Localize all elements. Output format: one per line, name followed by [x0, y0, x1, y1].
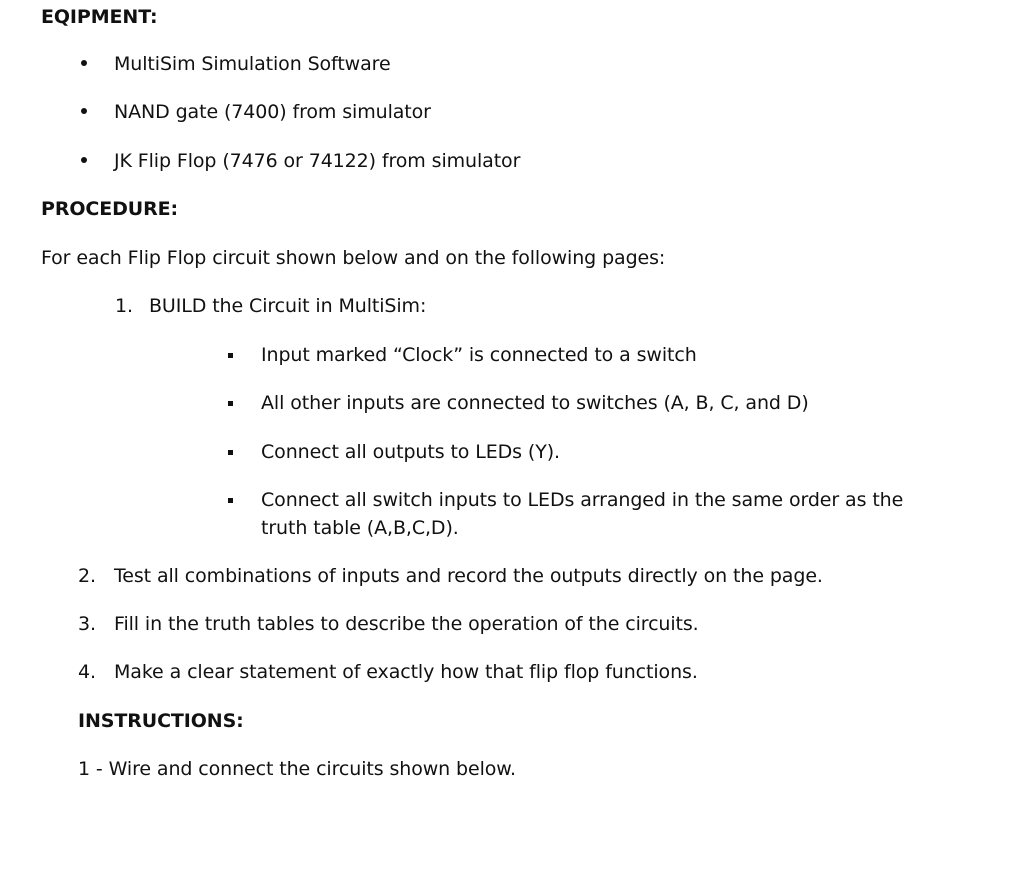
step-number: 3. [78, 613, 96, 635]
equipment-item: MultiSim Simulation Software [114, 53, 391, 75]
bullet-dot-icon [81, 157, 87, 163]
equipment-item: JK Flip Flop (7476 or 74122) from simulator [114, 150, 521, 172]
procedure-heading: PROCEDURE: [41, 198, 179, 220]
bullet-square-icon [228, 450, 233, 455]
step-text: Fill in the truth tables to describe the operation of the circuits. [114, 613, 699, 635]
instructions-heading: INSTRUCTIONS: [78, 710, 244, 732]
step-number: 2. [78, 565, 96, 587]
step1-bullet: Connect all outputs to LEDs (Y). [261, 441, 560, 463]
procedure-intro: For each Flip Flop circuit shown below and on the following pages: [41, 247, 666, 269]
step-number: 4. [78, 661, 96, 683]
step1-bullet: All other inputs are connected to switches (A, B, C, and D) [261, 392, 809, 414]
step-text: BUILD the Circuit in MultiSim: [149, 295, 427, 317]
bullet-square-icon [228, 353, 233, 358]
step-text: Make a clear statement of exactly how that flip flop functions. [114, 661, 698, 683]
bullet-dot-icon [81, 60, 87, 66]
bullet-square-icon [228, 498, 233, 503]
step-number: 1. [115, 295, 133, 317]
step1-bullet: Input marked “Clock” is connected to a switch [261, 344, 697, 366]
bullet-square-icon [228, 401, 233, 406]
step1-bullet-continuation: truth table (A,B,C,D). [261, 517, 459, 539]
step-text: Test all combinations of inputs and record the outputs directly on the page. [114, 565, 823, 587]
instructions-line: 1 - Wire and connect the circuits shown below. [78, 758, 516, 780]
equipment-heading: EQIPMENT: [41, 6, 158, 28]
equipment-item: NAND gate (7400) from simulator [114, 101, 431, 123]
bullet-dot-icon [81, 108, 87, 114]
step1-bullet: Connect all switch inputs to LEDs arranged in the same order as the [261, 489, 904, 511]
